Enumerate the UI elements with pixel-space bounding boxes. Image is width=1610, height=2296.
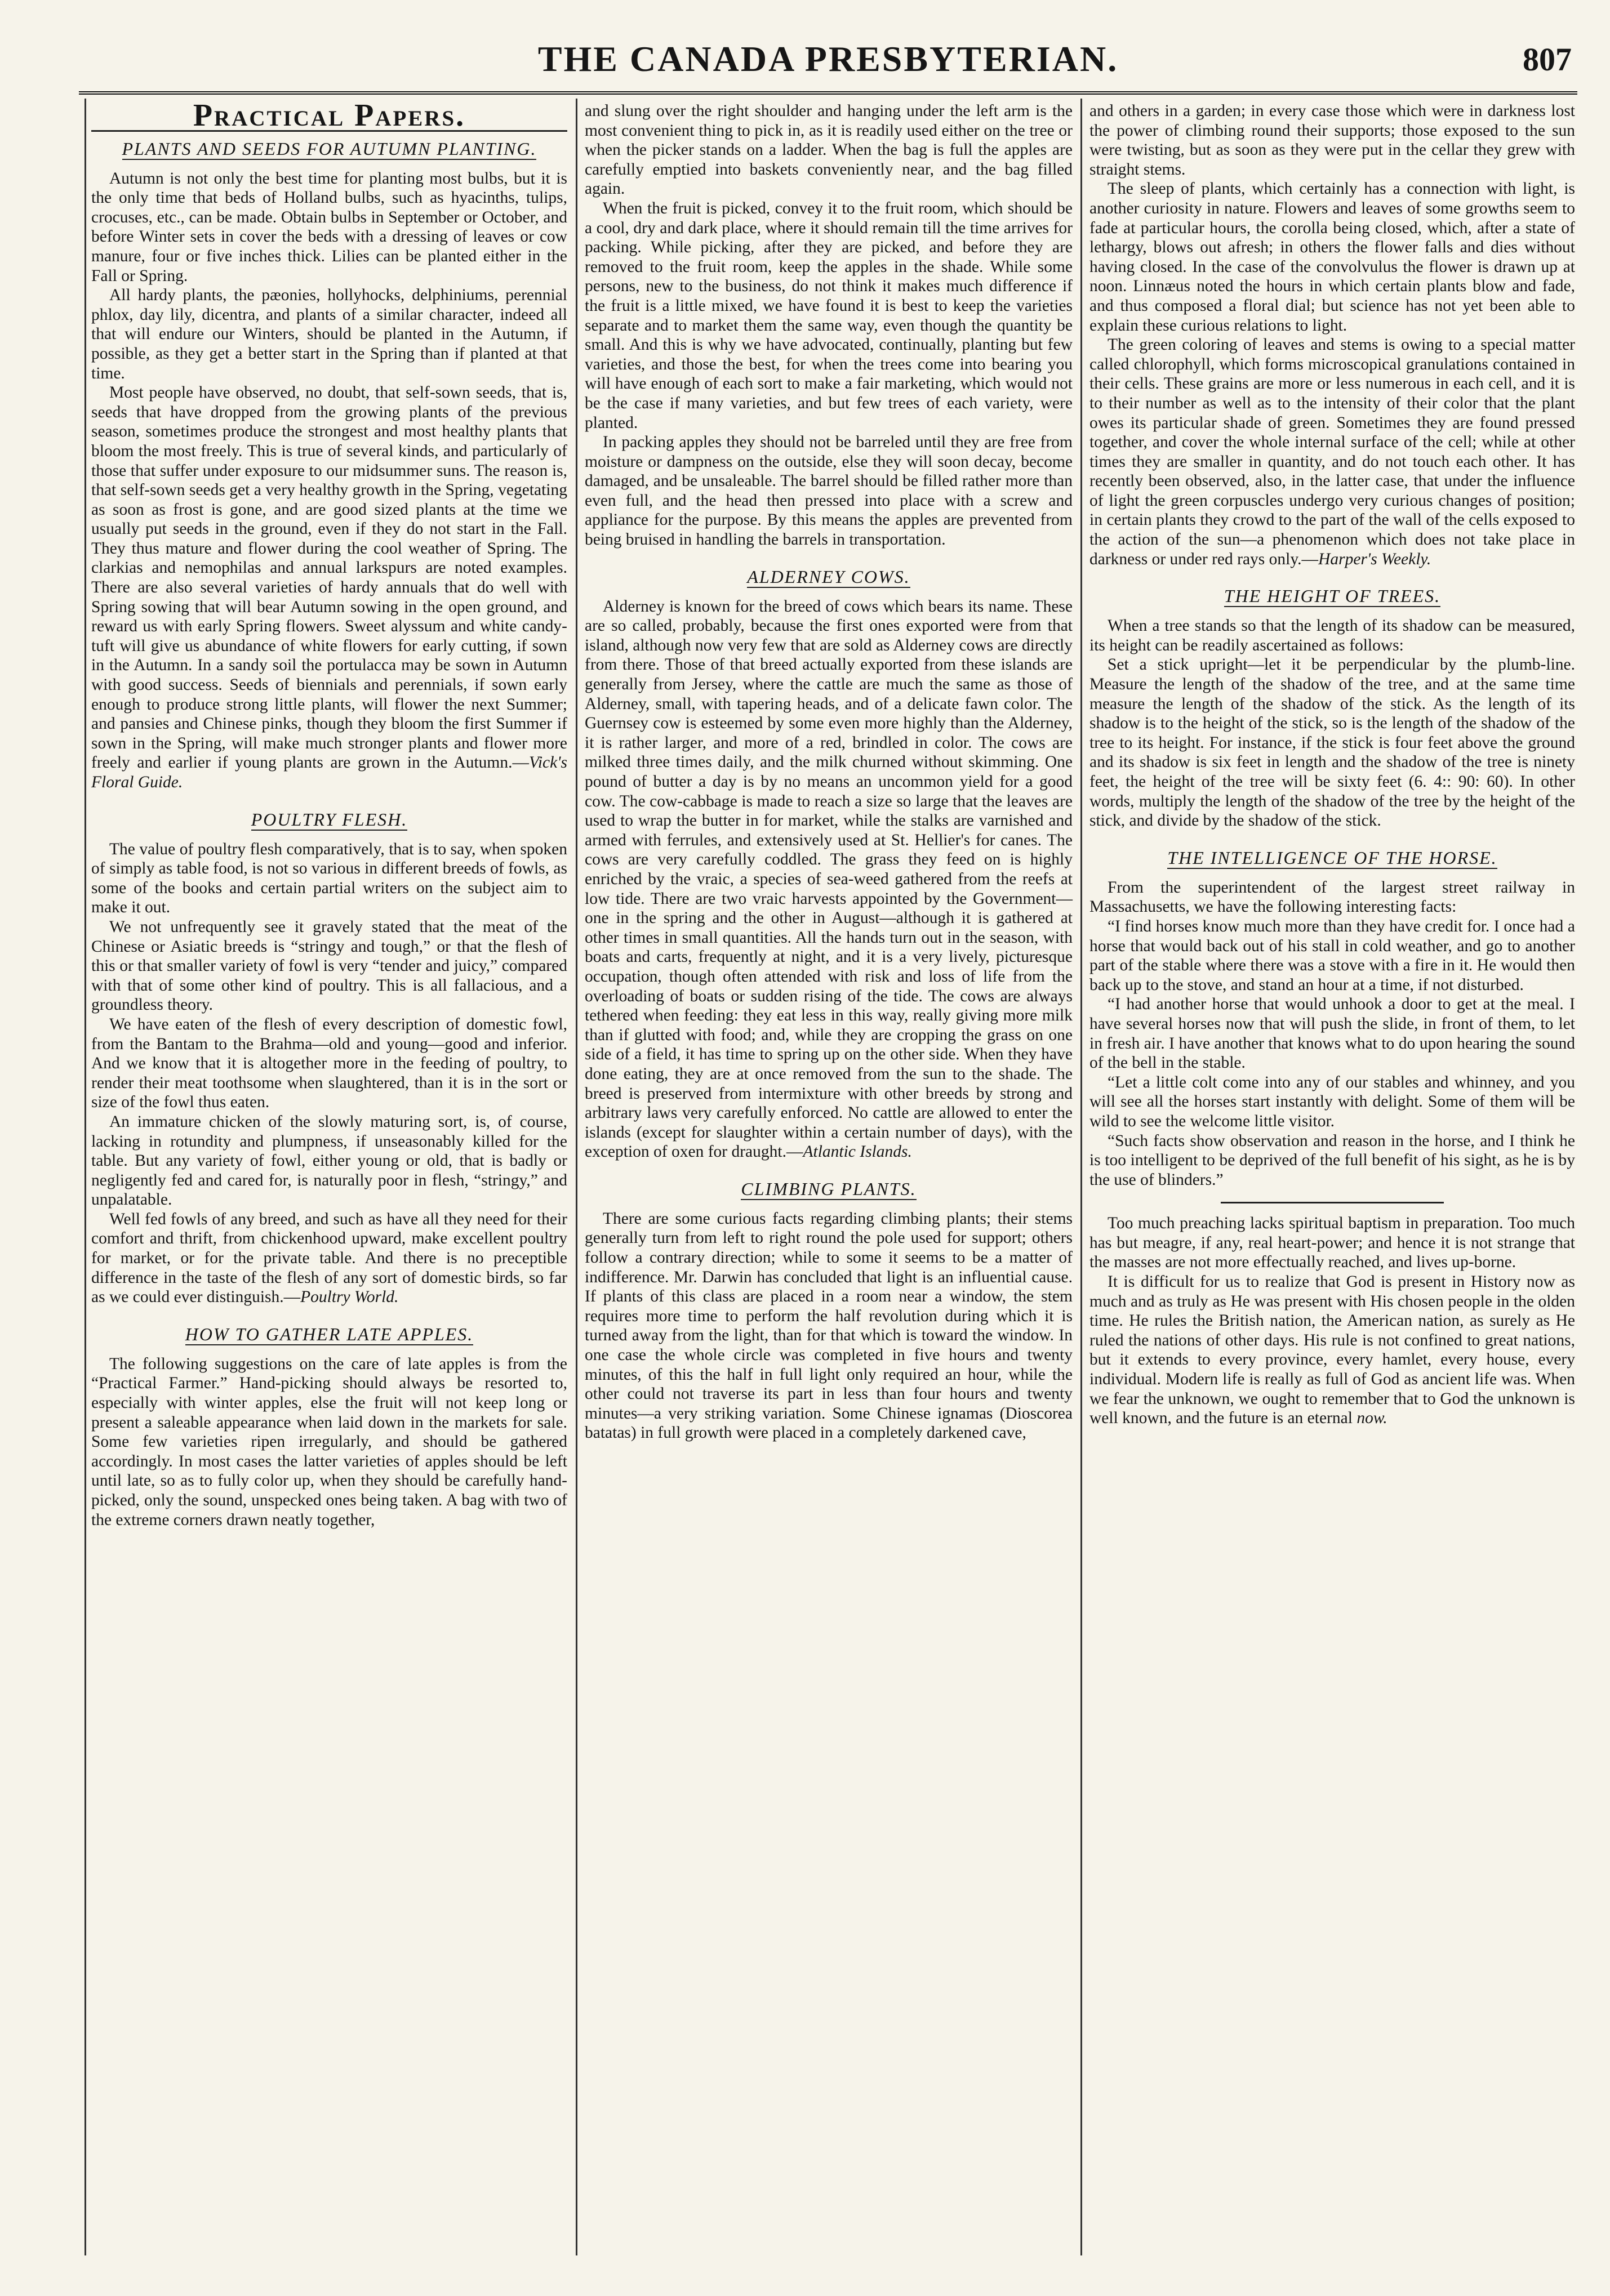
paragraph: All hardy plants, the pæonies, hollyhocks, delphiniums, perennial phlox, day lily, dicentra, and plants of a similar character, indeed all that will endure our Winters, should be planted in the Autumn, if possible, as they get a better start in the Spring than if planted at that time. (91, 286, 567, 382)
column-rule-2 (1080, 99, 1082, 2255)
paragraph: We not unfrequently see it gravely stated that the meat of the Chinese or Asiatic breeds is “stringy and tough,” or that the flesh of this or that smaller variety of fowl is very “tender and juicy,” compared with that of some other kind of poultry. This is all fallacious, and a groundless theory. (91, 917, 567, 1014)
column-rule-1 (576, 99, 577, 2255)
masthead (84, 34, 1572, 84)
citation: Vick's Floral Guide. (91, 754, 567, 791)
paragraph: Most people have observed, no doubt, that self-sown seeds, that is, seeds that have dropped from the growing plants of the previous season, sometimes produce the strongest and most healthy plants that bloom the most freely. This is true of several kinds, and particularly of those that suffer under exposure to our midsummer suns. The reason is, that self-sown seeds get a very healthy growth in the Spring, vegetating as soon as frost is gone, and are good sized plants at the time we usually put seeds in the ground, even if they do not start in the Fall. They thus mature and flower during the cool weather of Spring. The clarkias and nemophilas and annual larkspurs are noted examples. There are also several varieties of hardy annuals that do well with Spring sowing that will bear Autumn sowing in the open ground, and reward us with early Spring flowers. Sweet alyssum and white candy-tuft will give us abundance of white flowers for early cutting, if sown in the Autumn. In a sandy soil the portulacca may be sown in Autumn with good success. Seeds of biennials and perennials, if sown early enough to produce strong little plants, will flower the next Summer; and pansies and Chinese pinks, though they bloom the first Summer if sown in the Spring, will make much stronger plants and flower more freely and earlier if young plants are grown in the Autumn.—Vick's Floral Guide. (91, 384, 567, 791)
article-title: THE HEIGHT OF TREES. (1224, 586, 1441, 607)
paragraph: There are some curious facts regarding climbing plants; their stems generally turn from left to right round the pole used for support; others follow a contrary direction; while to some it seems to be a matter of indifference. Mr. Darwin has concluded that light is an influential cause. If plants of this class are placed in a room near a window, the stem requires more time to perform the half revolution during which it is turned away from the light, than for that which is toward the window. In one case the whole circle was completed in five hours and twenty minutes, of this the half in full light only required an hour, while the other could not traverse its part in less than four hours and twenty minutes—a very striking variation. Some Chinese ignamas (Dioscorea batatas) in full growth were placed in a completely darkened cave, (585, 1209, 1073, 1442)
citation: Atlantic Islands. (803, 1143, 912, 1161)
paragraph: When the fruit is picked, convey it to the fruit room, which should be a cool, dry and dark place, where it should remain till the time arrives for packing. While picking, after they are picked, and before they are removed to the fruit room, keep the apples in the shade. While some persons, new to the business, do not think it makes much difference if the fruit is a little mixed, we have found it is best to keep the varieties separate and to market them the same way, even though the quantity be small. And this is why we have advocated, continually, planting but few varieties, and those the best, for when the trees come into bearing you will have enough of each sort to make a fair marketing, which would not be the case if many varieties, and but few trees of each variety, were planted. (585, 199, 1073, 432)
paragraph: Well fed fowls of any breed, and such as have all they need for their comfort and thrift, from chickenhood upward, make excellent poultry for market, or for the private table. And there is no preceptible difference in the taste of the flesh of any sort of domestic birds, so far as we could ever distinguish.—Poultry World. (91, 1210, 567, 1307)
paragraph: The sleep of plants, which certainly has a connection with light, is another curiosity in nature. Flowers and leaves of some growths seem to fade at particular hours, the corolla being closed, which, after a state of lethargy, blows out afresh; in others the flower falls and dies without having closed. In the case of the convolvulus the flower is drawn up at noon. Linnæus noted the hours in which certain plants blow and fade, and thus composed a floral dial; but science has not yet been able to explain these curious relations to light. (1089, 180, 1575, 335)
paragraph: “I find horses know much more than they have credit for. I once had a horse that would back out of his stall in cold weather, and go to another part of the stable where there was a stove with a fire in it. He would then back up to the stove, and stand an hour at a time, if not disturbed. (1089, 917, 1575, 994)
column-1 (91, 98, 567, 1530)
paragraph: “Such facts show observation and reason in the horse, and I think he is too intelligent to be deprived of the full benefit of his sight, as he is by the use of blinders.” (1089, 1131, 1575, 1189)
article-title: HOW TO GATHER LATE APPLES. (185, 1323, 474, 1344)
paragraph: The value of poultry flesh comparatively, that is to say, when spoken of simply as table food, is not so various in different breeds of fowls, as some of the books and certain partial writers on the subject aim to make it out. (91, 840, 567, 917)
paragraph: We have eaten of the flesh of every description of domestic fowl, from the Bantam to the Brahma—old and young—good and inferior. And we know that it is altogether more in the feeding of poultry, to render their meat toothsome when slaughtered, than it is in the sort or size of the fowl thus eaten. (91, 1015, 567, 1112)
paragraph: In packing apples they should not be barreled until they are free from moisture or dampness on the outside, else they will soon decay, become damaged, and be unsaleable. The barrel should be filled rather more than even full, and the head then pressed into place with a screw and appliance for the purpose. By this means the apples are prevented from being bruised in handling the barrels in transportation. (585, 433, 1073, 549)
paragraph: From the superintendent of the largest street railway in Massachusetts, we have the following interesting facts: (1089, 878, 1575, 916)
paragraph: Alderney is known for the breed of cows which bears its name. These are so called, probably, because the first ones exported were from that island, although now very few that are sold as Alderney cows are directly from there. Those of that breed actually exported from these islands are generally from Jersey, where the cattle are much the same as those of Alderney, small, with tapering heads, and of a delicate fawn color. The Guernsey cow is esteemed by some even more highly than the Alderney, it is rather larger, and more of a red, brindled in color. The cows are milked three times daily, and the milk churned without skimming. One pound of butter a day is by no means an uncommon yield for a good cow. The cow-cabbage is made to reach a size so large that the leaves are used to wrap the butter in for market, while the stalks are varnished and armed with ferrules, and extensively used at St. Hellier's for canes. The cows are very carefully coddled. The grass they feed on is highly enriched by the vraic, a species of sea-weed gathered from the reefs at low tide. There are two vraic harvests appointed by the Government—one in the spring and the other in August—although it is gathered at other times in small quantities. All the hands turn out in the season, with boats and carts, frequently at night, and it is a very lively, picturesque occupation, though often attended with risk and loss of life from the overloading of boats or sudden rising of the tide. The cows are always tethered when feeding: they eat less in this way, really giving more milk than if glutted with food; and, while they are cropping the grass on one side of a field, it has time to spring up on the other side. When they have done eating, they are at once removed from the sun to the shade. The breed is preserved from intermixture with other breeds by strong and arbitrary laws very carefully enforced. No cattle are allowed to enter the islands (except for slaughter within a certain number of days), with the exception of oxen for draught.—Atlantic Islands. (585, 597, 1073, 1161)
article-title: CLIMBING PLANTS. (741, 1178, 917, 1199)
article-title: PLANTS AND SEEDS FOR AUTUMN PLANTING. (122, 138, 537, 159)
column-rule-left (84, 99, 86, 2255)
paragraph: Autumn is not only the best time for planting most bulbs, but it is the only time that beds of Holland bulbs, such as hyacinths, tulips, crocuses, etc., can be made. Obtain bulbs in September or October, and before Winter sets in cover the beds with a dressing of leaves or cow manure, four or five inches thick. Lilies can be planted either in the Fall or Spring. (91, 169, 567, 285)
paragraph: An immature chicken of the slowly maturing sort, is, of course, lacking in rotundity and plumpness, if unseasonably killed for the table. But any variety of fowl, either young or old, that is badly or negligently fed and cared for, is naturally poor in flesh, “stringy,” and unpalatable. (91, 1112, 567, 1209)
paragraph: Too much preaching lacks spiritual baptism in preparation. Too much has but meagre, if any, real heart-power; and hence it is not strange that the masses are not more effectually reached, and lives up-borne. (1089, 1214, 1575, 1272)
paragraph: “Let a little colt come into any of our stables and whinney, and you will see all the horses start instantly with delight. Some of them will be wild to see the welcome little visitor. (1089, 1073, 1575, 1130)
paragraph: When a tree stands so that the length of its shadow can be measured, its height can be readily ascertained as follows: (1089, 617, 1575, 654)
paragraph: and others in a garden; in every case those which were in darkness lost the power of climbing round their supports; those exposed to the sun were twisting, but as soon as they were put in the cellar they grew with straight stems. (1089, 102, 1575, 179)
article-title: POULTRY FLESH. (251, 809, 408, 830)
section-title: Practical Papers. (91, 106, 567, 132)
column-3 (1089, 101, 1575, 1428)
paragraph: “I had another horse that would unhook a door to get at the meal. I have several horses now that will push the slide, in front of them, to let in fresh air. I have another that knows what to do upon hearing the sound of the bell in the stable. (1089, 995, 1575, 1072)
paragraph: The green coloring of leaves and stems is owing to a special matter called chlorophyll, which forms microscopical granulations contained in their cells. These grains are more or less numerous in each cell, and it is to their number as well as to the intensity of their color that the plant owes its particular shade of green. Sometimes they are found pressed together, and cover the whole internal surface of the cell; while at other times they are smaller in quantity, and do not touch each other. It has recently been observed, also, in the latter case, that under the influence of light the green corpuscles undergo very curious changes of position; in certain plants they crowd to the part of the wall of the cells exposed to the action of the sun—a phenomenon which does not take place in darkness or under red rays only.—Harper's Weekly. (1089, 336, 1575, 568)
newspaper-title: THE CANADA PRESBYTERIAN. (537, 39, 1119, 79)
article-title: THE INTELLIGENCE OF THE HORSE. (1167, 847, 1497, 868)
paragraph: and slung over the right shoulder and hanging under the left arm is the most convenient thing to pick in, as it is readily used either on the tree or when the picker stands on a ladder. When the bag is full the apples are carefully emptied into baskets conveniently near, and the bag filled again. (585, 102, 1073, 198)
article-title: ALDERNEY COWS. (747, 566, 910, 587)
paragraph: It is difficult for us to realize that God is present in History now as much and as truly as He was present with His chosen people in the olden time. He rules the British nation, the American nation, as surely as He ruled the nations of other days. His rule is not confined to great nations, but it extends to every province, every hamlet, every house, every individual. Modern life is really as full of God as ancient life was. When we fear the unknown, we ought to remember that to God the unknown is well known, and the future is an eternal now. (1089, 1273, 1575, 1428)
column-2 (585, 101, 1073, 1443)
citation: Harper's Weekly. (1318, 550, 1431, 568)
citation: Poultry World. (300, 1288, 399, 1307)
masthead-rule (79, 91, 1577, 97)
emphasis: now. (1357, 1409, 1387, 1428)
separator-rule (1221, 1202, 1444, 1203)
paragraph: Set a stick upright—let it be perpendicular by the plumb-line. Measure the length of the shadow of the tree, and at the same time measure the length of the shadow of the stick. As the length of its shadow is to the height of the stick, so is the length of the shadow of the tree to its height. For instance, if the stick is four feet above the ground and its shadow is six feet in length and the shadow of the tree is ninety feet, the height of the tree will be sixty feet (6. 4:: 90: 60). In other words, multiply the length of the shadow of the tree by the height of the stick, and divide by the shadow of the stick. (1089, 656, 1575, 830)
page-number: 807 (1523, 41, 1572, 78)
paragraph: The following suggestions on the care of late apples is from the “Practical Farmer.” Hand-picking should always be resorted to, especially with winter apples, else the fruit will not keep long or present a saleable appearance when laid down in the markets for sale. Some few varieties ripen irregularly, and should be gathered accordingly. In most cases the latter varieties of apples should be left until late, so as to fully color up, when they should be carefully hand-picked, only the sound, unspecked ones being taken. A bag with two of the extreme corners drawn neatly together, (91, 1354, 567, 1529)
